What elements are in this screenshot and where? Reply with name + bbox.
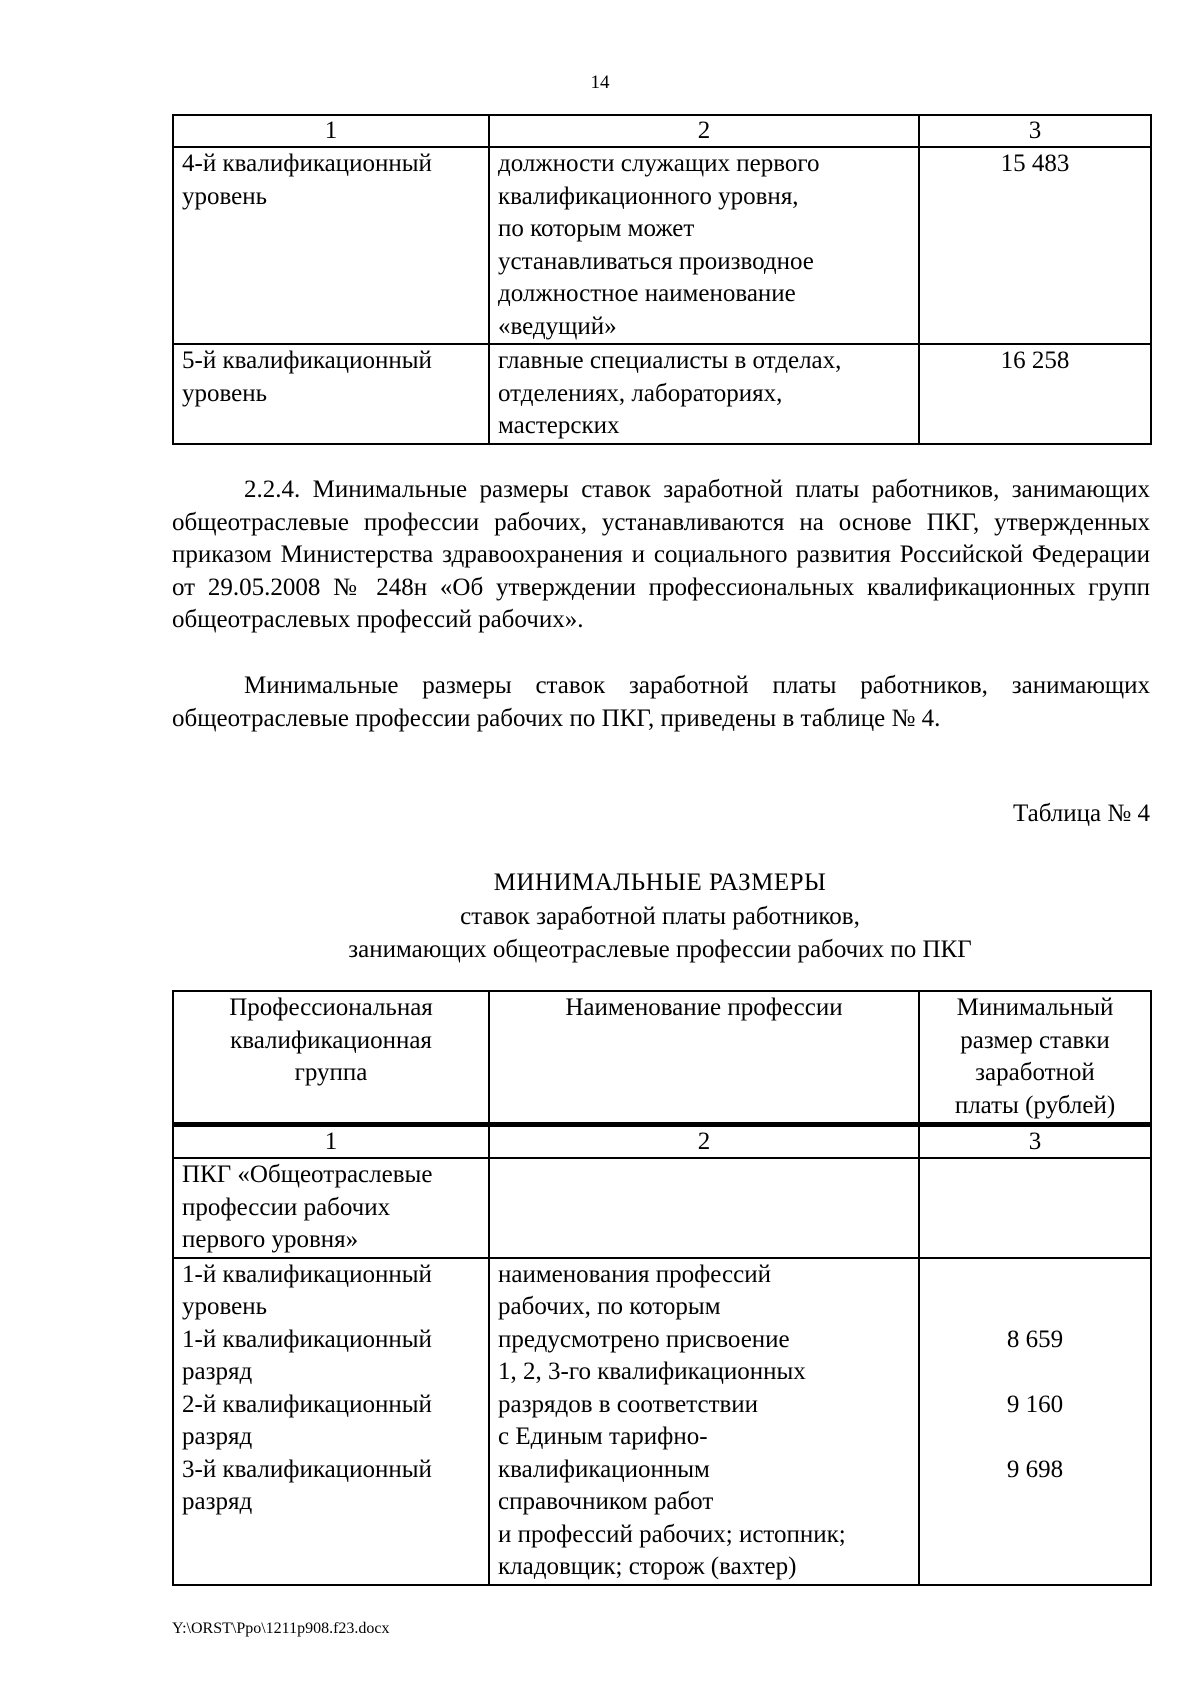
column-number-row — [173, 1125, 1151, 1159]
header-profession: Наименование профессии — [489, 991, 919, 1125]
column-number-3: 3 — [919, 1125, 1151, 1159]
professions-cell: наименования профессий рабочих, по которым предусмотрено присвоение 1, 2, 3-го квалификационных разрядов в соответствии с Единым тарифно- квалификационным справочником работ и профессий рабочих; истопник; кладовщик; сторож (вахтер) — [489, 1258, 919, 1585]
column-number-2: 2 — [489, 115, 919, 147]
paragraph-table-reference: Минимальные размеры ставок заработной платы работников, занимающих общеотраслевые профессии рабочих по ПКГ, приведены в таблице № 4. — [172, 672, 1150, 732]
group-name-cell: ПКГ «Общеотраслевые профессии рабочих первого уровня» — [173, 1158, 489, 1258]
table-row — [173, 1258, 1151, 1585]
page-number: 14 — [590, 72, 610, 93]
column-number-row — [173, 115, 1151, 147]
column-number-1: 1 — [173, 1125, 489, 1159]
table-subtitle-line-1: ставок заработной платы работников, — [460, 903, 860, 930]
amount-cell: 16 258 — [919, 344, 1151, 444]
header-group: Профессиональная квалификационная группа — [173, 991, 489, 1125]
levels-cell: 1-й квалификационный уровень 1-й квалификационный разряд 2-й квалификационный разряд 3-й квалификационный разряд — [173, 1258, 489, 1585]
amount-grade-1: 8 659 — [1006, 1325, 1064, 1353]
table-title: МИНИМАЛЬНЫЕ РАЗМЕРЫ — [493, 869, 827, 896]
level-cell: 5-й квалификационный уровень — [173, 344, 489, 444]
column-number-1: 1 — [173, 115, 489, 147]
paragraph-2-2-4: 2.2.4. Минимальные размеры ставок заработной платы работников, занимающих общеотраслевые профессии рабочих, устанавливаются на основе ПКГ, утвержденных приказом Министерства здравоохранения и социального развития Российской Федерации от 29.05.2008 № 248н «Об утверждении профессиональных квалификационных групп общеотраслевых профессий рабочих». — [172, 476, 1150, 633]
empty-cell — [919, 1158, 1151, 1258]
amount-grade-2: 9 160 — [1006, 1390, 1064, 1418]
header-row — [173, 991, 1151, 1125]
amount-grade-3: 9 698 — [1006, 1455, 1064, 1483]
column-number-2: 2 — [489, 1125, 919, 1159]
table-row — [173, 344, 1151, 444]
amount-cell: 15 483 — [919, 147, 1151, 344]
table-subtitle-line-2: занимающих общеотраслевые профессии рабочих по ПКГ — [348, 936, 972, 963]
description-cell: должности служащих первого квалификационного уровня, по которым может устанавливаться производное должностное наименование «ведущий» — [489, 147, 919, 344]
table-label: Таблица № 4 — [1012, 800, 1150, 827]
description-cell: главные специалисты в отделах, отделениях, лабораториях, мастерских — [489, 344, 919, 444]
header-min-rate: Минимальный размер ставки заработной платы (рублей) — [919, 991, 1151, 1125]
empty-cell — [489, 1158, 919, 1258]
file-path-footer: Y:\ORST\Ppo\1211p908.f23.docx — [172, 1620, 390, 1637]
table-4 — [172, 990, 1152, 1586]
table-row — [173, 147, 1151, 344]
group-row — [173, 1158, 1151, 1258]
column-number-3: 3 — [919, 115, 1151, 147]
level-cell: 4-й квалификационный уровень — [173, 147, 489, 344]
qualification-table-continued — [172, 114, 1152, 445]
amounts-cell — [919, 1258, 1151, 1585]
